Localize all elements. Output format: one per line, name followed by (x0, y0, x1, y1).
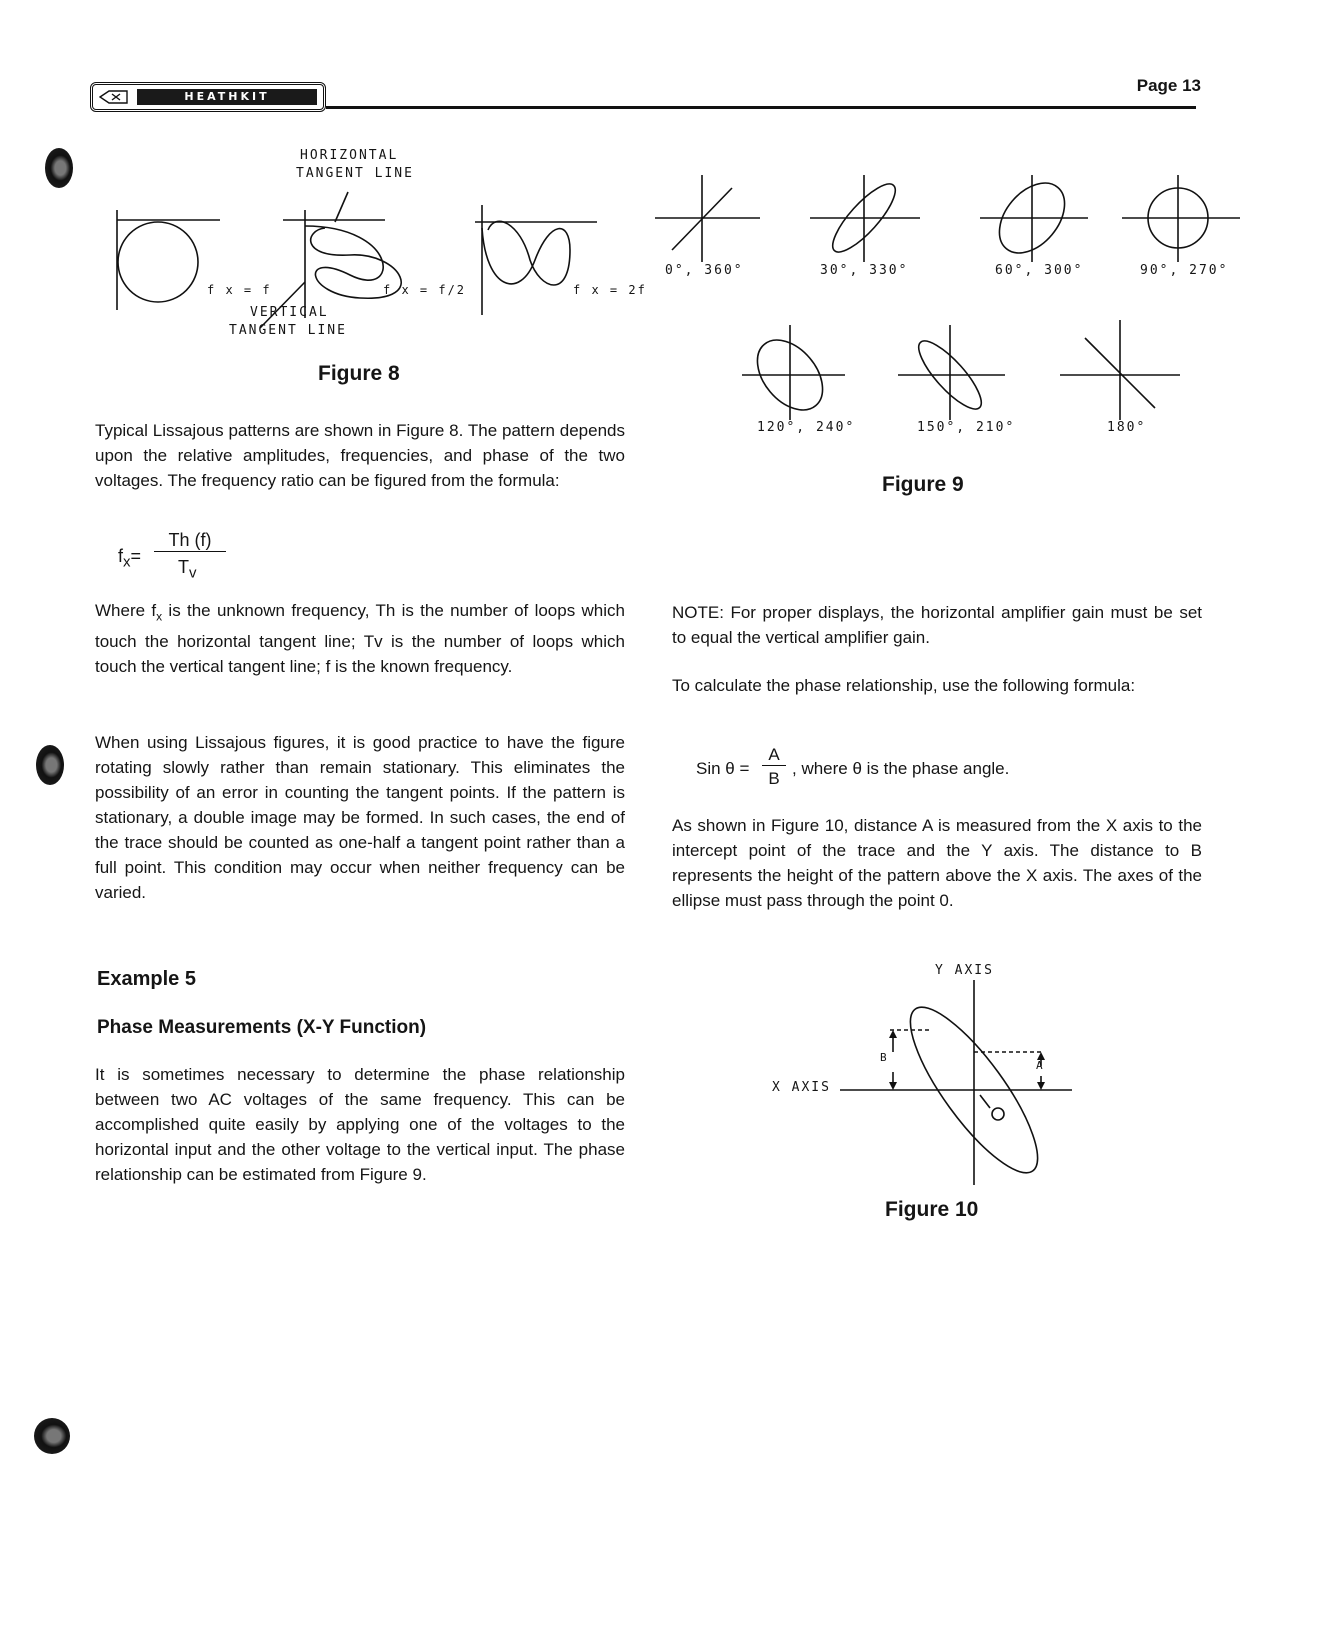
fig9-label-60: 60°, 300° (995, 263, 1084, 278)
where-paragraph (95, 598, 625, 679)
fig8-eq3: f x = 2f (573, 283, 647, 297)
binder-hole-icon (36, 745, 64, 785)
phase-subheading: Phase Measurements (X-Y Function) (97, 1017, 427, 1038)
fig9-label-120: 120°, 240° (757, 420, 856, 435)
label-b: B (880, 1051, 887, 1064)
phase-paragraph: It is sometimes necessary to determine the phase relationship between two AC voltages of the same frequency. This can be accomplished quite easily by applying one of the voltages to the horizontal input and the other voltage to the vertical input. The phase relationship can be estimated from Figure 9. (95, 1065, 625, 1184)
figure10-caption: Figure 10 (885, 1198, 979, 1221)
formula-denominator (178, 557, 197, 582)
formula-sub-x: x (123, 553, 131, 571)
figure8-caption: Figure 8 (318, 362, 400, 385)
heathkit-logo (90, 82, 326, 112)
y-axis-label: Y AXIS (935, 963, 994, 978)
figure8-drawing (100, 150, 640, 360)
fig9-label-90: 90°, 270° (1140, 263, 1229, 278)
calculate-paragraph: To calculate the phase relationship, use the following formula: (672, 676, 1136, 695)
fig9-label-30: 30°, 330° (820, 263, 909, 278)
where-sub: x (156, 609, 163, 624)
sin-numerator: A (762, 745, 786, 766)
sin-rhs: , where θ is the phase angle. (792, 759, 1010, 778)
fig8-vert-label-2: TANGENT LINE (229, 323, 347, 338)
formula-sub-v: v (189, 564, 197, 582)
fig8-horiz-label-2: TANGENT LINE (296, 166, 414, 181)
formula-f: f (118, 546, 124, 566)
lissajous-paragraph: Typical Lissajous patterns are shown in Figure 8. The pattern depends upon the relative amplitudes, frequencies, and phase of the two voltages. The frequency ratio can be figured from the formula: (95, 421, 625, 490)
example-heading: Example 5 (97, 968, 196, 990)
logo-mark-icon (99, 89, 131, 105)
fig8-horiz-label-1: HORIZONTAL (300, 148, 399, 163)
figure10-description: As shown in Figure 10, distance A is measured from the X axis to the intercept point of the trace and the Y axis. The distance to B represents the height of the pattern above the X axis. The axes of the ellipse must pass through the point 0. (672, 816, 1202, 910)
rotation-paragraph: When using Lissajous figures, it is good practice to have the figure rotating slowly rather than remain stationary. This eliminates the possibility of an error in counting the tangent points. If the pattern is stationary, a double image may be formed. In such cases, the end of the trace should be counted as one-half a tangent point rather than a full point. This condition may occur when neither frequency can be varied. (95, 733, 625, 902)
logo-text: HEATHKIT (137, 89, 317, 105)
figure10-drawing (840, 980, 1080, 1200)
fig8-vert-label-1: VERTICAL (250, 305, 329, 320)
formula-T: T (178, 557, 189, 577)
label-a: A (1036, 1059, 1043, 1072)
where-text-a: Where f (95, 601, 157, 620)
binder-hole-icon (34, 1418, 70, 1454)
fig9-label-0: 0°, 360° (665, 263, 744, 278)
header-rule (326, 106, 1196, 109)
figure9-caption: Figure 9 (882, 473, 964, 496)
where-text-b: is the unknown frequency, Th is the number of loops which touch the horizontal tangent line; Tv is the number of loops which touch the vertical tangent line; f is the known frequency. (95, 601, 625, 677)
page-number: Page 13 (1136, 76, 1201, 95)
note-paragraph: NOTE: For proper displays, the horizontal amplifier gain must be set to equal the vertical amplifier gain. (672, 603, 1202, 647)
sin-lhs: Sin θ = (696, 759, 750, 778)
fig9-label-150: 150°, 210° (917, 420, 1016, 435)
fig8-eq1: f x = f (207, 283, 272, 297)
figure9-drawing (650, 170, 1250, 430)
x-axis-label: X AXIS (772, 1080, 831, 1095)
binder-hole-icon (45, 148, 73, 188)
sin-denominator: B (768, 769, 780, 788)
fig8-eq2: f x = f/2 (383, 283, 467, 297)
sine-formula (696, 745, 1116, 795)
formula-numerator: Th (f) (154, 530, 226, 552)
formula-lhs: $f_x=$ (118, 546, 142, 571)
fig9-label-180: 180° (1107, 420, 1147, 435)
